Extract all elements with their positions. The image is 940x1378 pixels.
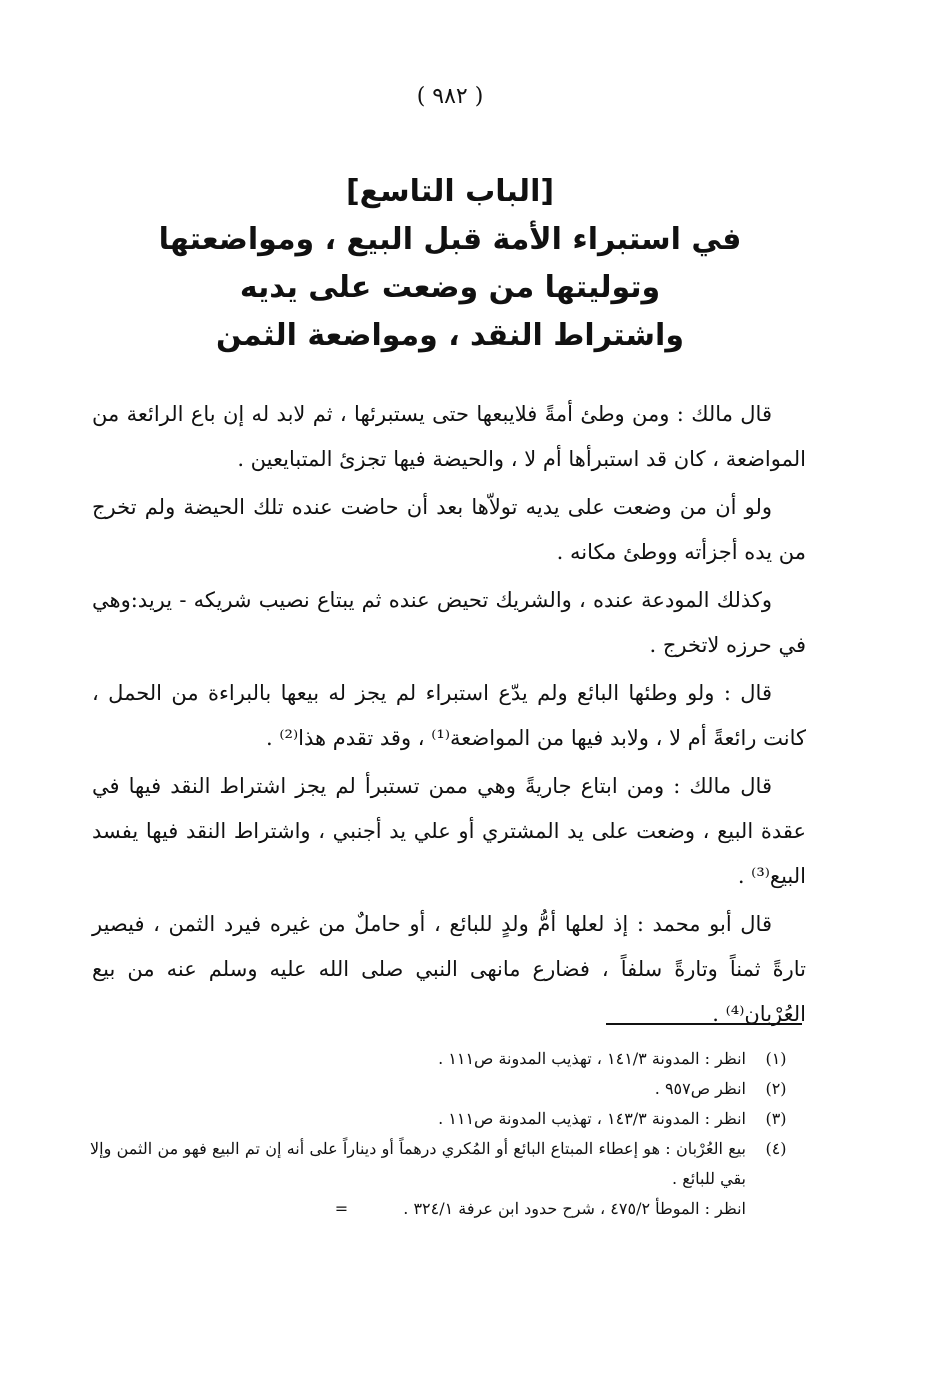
- footnote-number: (٣): [765, 1109, 787, 1128]
- paragraph: قال مالك : ومن ابتاع جاريةً وهي ممن تستبرأ لم يجز اشتراط النقد فيها في عقدة البيع ، وضعت على يد المشتري أو علي يد أجنبي ، واشتراط النقد فيها يفسد البيع⁽³⁾ .: [92, 774, 806, 888]
- continuation-marker: =: [334, 1199, 349, 1218]
- paragraph: قال أبو محمد : إذ لعلها أمُّ ولدٍ للبائع ، أو حاملٌ من غيره فيرد الثمن ، فيصير تارةً ثمناً وتارةً سلفاً ، فضارع مانهى النبي صلى الله عليه وسلم عنه من بيع العُرْبان⁽⁴⁾ .: [92, 912, 806, 1026]
- footnote-text: انظر ص٩٥٧ .: [654, 1079, 746, 1098]
- paragraph: وكذلك المودعة عنده ، والشريك تحيض عنده ثم يبتاع نصيب شريكه - يريد:وهي في حرزه لاتخرج .: [92, 588, 806, 657]
- footnote-number: (٤): [765, 1139, 787, 1158]
- footnote-item: [90, 1074, 806, 1104]
- footnote-item: [90, 1044, 806, 1074]
- footnote-text: انظر : المدونة ١٤٣/٣ ، تهذيب المدونة ص١١١ .: [438, 1109, 746, 1128]
- footnote-text: بيع العُرْبان : هو إعطاء المبتاع البائع أو المُكري درهماً أو ديناراً على أنه إن تم البيع فهو من الثمن وإلا بقي للبائع .: [90, 1139, 746, 1188]
- footnote-number: (٢): [765, 1079, 787, 1098]
- footnote-divider: [606, 1023, 802, 1025]
- chapter-subtitle-line-1: في استبراء الأمة قبل البيع ، ومواضعتها: [158, 222, 742, 257]
- footnote-number: (١): [765, 1049, 787, 1068]
- chapter-subtitle-line-3: واشتراط النقد ، ومواضعة الثمن: [215, 318, 684, 353]
- paragraph: قال : ولو وطئها البائع ولم يدّع استبراء لم يجز له بيعها بالبراءة من الحمل ، كانت رائعةً أم لا ، ولابد فيها من المواضعة⁽¹⁾ ، وقد تقدم هذا⁽²⁾ .: [92, 681, 806, 750]
- page-number: ( ٩٨٢ ): [416, 84, 484, 109]
- footnotes: [90, 1044, 806, 1224]
- paragraph: قال مالك : ومن وطئ أمةً فلايبعها حتى يستبرئها ، ثم لابد له إن باع الرائعة من المواضعة ، كان قد استبرأها أم لا ، والحيضة فيها تجزئ المتبايعين .: [92, 402, 806, 471]
- footnote-item: [90, 1104, 806, 1134]
- paragraph: ولو أن من وضعت على يديه تولاّها بعد أن حاضت عنده تلك الحيضة ولم تخرج من يده أجزأته ووطئ مكانه .: [92, 495, 806, 564]
- chapter-subtitle-line-2: وتوليتها من وضعت على يديه: [239, 270, 661, 305]
- chapter-heading: [150, 168, 750, 360]
- footnote-continuation-text: انظر : الموطأ ٤٧٥/٢ ، شرح حدود ابن عرفة ٣٢٤/١ .: [403, 1199, 746, 1218]
- chapter-title: [الباب التاسع]: [345, 174, 555, 209]
- footnote-continuation: [90, 1194, 806, 1224]
- footnote-item: [90, 1134, 806, 1194]
- body-text: [92, 392, 806, 1040]
- footnote-text: انظر : المدونة ١٤١/٣ ، تهذيب المدونة ص١١١ .: [438, 1049, 746, 1068]
